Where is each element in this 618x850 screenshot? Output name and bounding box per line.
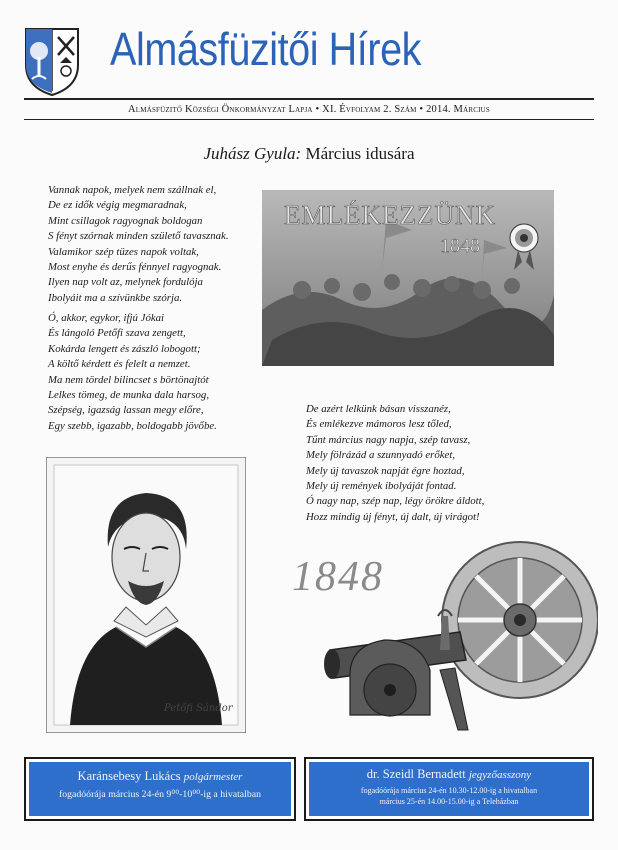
poem-line: Mely új tavaszok napját égre hoztad, — [306, 464, 465, 477]
poem-line: Mely új remények ibolyáját fontad. — [306, 480, 457, 493]
poem-line: Ó, akkor, egykor, ifjú Jókai — [48, 312, 165, 324]
poem-line: Szépség, igazság lassan megy előre, — [48, 404, 204, 417]
mayor-name: Karánsebesy Lukács — [77, 769, 181, 783]
poem-line: De azért lelkünk básan visszanéz, — [306, 403, 451, 415]
notary-hours-2: március 25-én 14.00-15.00-ig a Teleházban — [379, 797, 519, 806]
notary-office-hours-panel — [309, 762, 589, 816]
cannon-year-text: 1848 — [292, 554, 384, 600]
poem-line: Ilyen nap volt az, melynek fordulója — [48, 276, 203, 289]
notary-role: jegyzőasszony — [468, 769, 532, 781]
poem-stanza-2 — [48, 311, 217, 434]
cannon-barrel-icon — [324, 610, 468, 730]
masthead-rule-bottom — [24, 119, 594, 120]
poem-line: Tűnt március nagy napja, szép tavasz, — [306, 433, 471, 446]
poem-line: De ez idők végig megmaradnak, — [48, 199, 187, 212]
poem-line: Ó nagy nap, szép nap, légy örökre áldott, — [306, 495, 485, 508]
poem-title: Március idusára — [305, 144, 415, 163]
poem-line: Valamikor szép tüzes napok voltak, — [48, 245, 199, 258]
poem-line: Ma nem tördel bilincset s börtönajtót — [48, 373, 209, 386]
notary-name: dr. Szeidl Bernadett — [366, 767, 466, 781]
municipal-crest-icon — [24, 27, 80, 97]
poem-line: Ibolyáit ma a szívünkbe szórja. — [48, 291, 183, 304]
cannon-1848-image — [290, 520, 598, 745]
mayor-role: polgármester — [183, 771, 243, 783]
poem-line: Kokárda lengett és zászló lobogott; — [48, 342, 201, 355]
mayor-office-hours-box — [24, 757, 296, 821]
mayor-hours: fogadóórája március 24-én 9⁰⁰-10⁰⁰-ig a hivatalban — [58, 789, 262, 800]
poem-line: Hozz mindig új fényt, új dalt, új virágot! — [306, 510, 480, 523]
poem-author: Juhász Gyula: — [203, 144, 302, 163]
mayor-office-hours-panel — [29, 762, 291, 816]
poem-line: Most enyhe és derűs fénnyel ragyognak. — [48, 261, 222, 274]
poem-line: És emlékezve mámoros lesz tőled, — [306, 418, 452, 431]
poem-line: Egy szebb, igazabb, boldogabb jövőbe. — [48, 419, 217, 432]
poem-stanza-1 — [48, 183, 229, 306]
poem-line: A költő kérdett és felelt a nemzet. — [48, 358, 191, 371]
masthead-rule-top — [24, 98, 594, 100]
masthead-subtitle: Almásfüzitő Községi Önkormányzat Lapja • XI. Évfolyam 2. Szám • 2014. Március — [128, 104, 490, 115]
notary-hours-1: fogadóórája március 24-én 10.30-12.00-ig a hivatalban — [360, 786, 538, 795]
poem-line: Mely fölrázád a szunnyadó erőket, — [306, 449, 456, 462]
poem-line: Mint csillagok ragyognak boldogan — [48, 214, 203, 227]
notary-office-hours-box — [304, 757, 594, 821]
mayor-name-line — [29, 762, 291, 784]
poem-stanza-3 — [306, 402, 484, 525]
banner-emlekezzunk-text: EMLÉKEZZÜNK — [284, 200, 496, 230]
banner-year-text: 1848 — [440, 235, 480, 257]
poem-line: És lángoló Petőfi szava zengett, — [48, 327, 186, 340]
cannon-wheel-icon — [442, 542, 598, 698]
poem-heading — [0, 144, 618, 164]
portrait-signature-text: Petőfi Sándor — [164, 703, 233, 714]
newspaper-title: Almásfüzitői Hírek — [110, 23, 422, 75]
notary-name-line — [309, 762, 589, 782]
petofi-portrait-image — [46, 457, 246, 733]
poem-line: Lelkes tömeg, de munka dala harsog, — [48, 389, 210, 402]
emlekezzunk-banner-image — [262, 190, 554, 366]
poem-line: S fényt szórnak minden születő tavasznak. — [48, 230, 229, 243]
poem-line: Vannak napok, melyek nem szállnak el, — [48, 184, 217, 196]
